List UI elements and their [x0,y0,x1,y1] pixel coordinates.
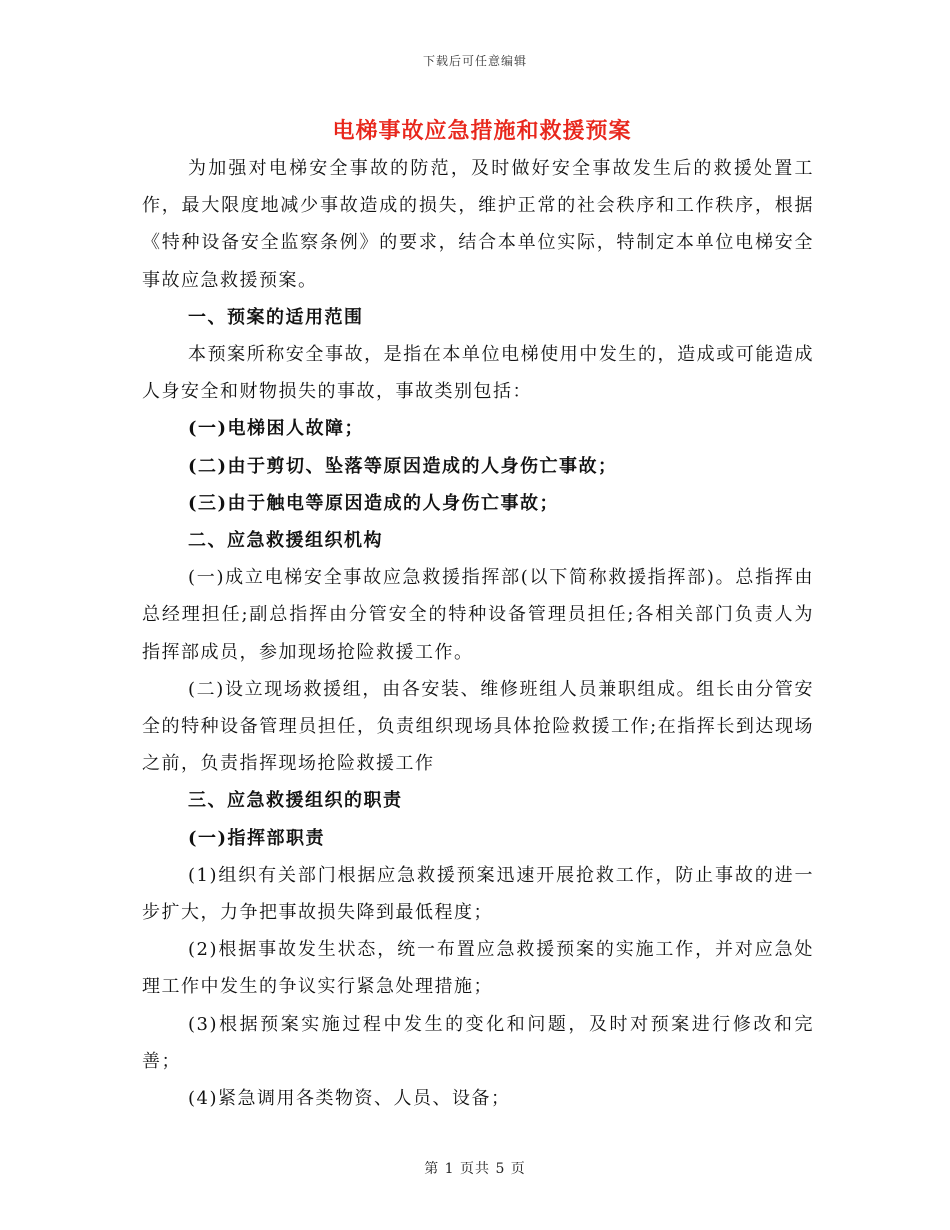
paragraph-rescue-team: (二)设立现场救援组，由各安装、维修班组人员兼职组成。组长由分管安全的特种设备管理员担任，负责组织现场具体抢险救援工作;在指挥长到达现场之前，负责指挥现场抢险救援工作 [142,678,814,775]
paragraph-intro: 为加强对电梯安全事故的防范，及时做好安全事故发生后的救援处置工作，最大限度地减少事故造成的损失，维护正常的社会秩序和工作秩序，根据《特种设备安全监察条例》的要求，结合本单位实际，特制定本单位电梯安全事故应急救援预案。 [142,158,814,291]
duty-item-2: (2)根据事故发生状态，统一布置应急救援预案的实施工作，并对应急处理工作中发生的争议实行紧急处理措施； [142,939,814,998]
section-heading-3: 三、应急救援组织的职责 [188,790,403,812]
list-item-1: (一)电梯困人故障； [188,418,365,440]
duty-item-1: (1)组织有关部门根据应急救援预案迅速开展抢救工作，防止事故的进一步扩大，力争把事故损失降到最低程度； [142,864,814,924]
paragraph-scope: 本预案所称安全事故，是指在本单位电梯使用中发生的，造成或可能造成人身安全和财物损失的事故，事故类别包括： [142,344,814,403]
header-note: 下载后可任意编辑 [422,54,527,68]
paragraph-command: (一)成立电梯安全事故应急救援指挥部(以下简称救援指挥部)。总指挥由总经理担任;副总指挥由分管安全的特种设备管理员担任;各相关部门负责人为指挥部成员，参加现场抢险救援工作。 [142,567,814,663]
subsection-heading: (一)指挥部职责 [188,827,326,849]
duty-item-4: (4)紧急调用各类物资、人员、设备； [188,1088,511,1110]
list-item-3: (三)由于触电等原因造成的人身伤亡事故； [188,492,560,514]
section-heading-2: 二、应急救援组织机构 [188,530,383,552]
document-body [142,150,814,1117]
duty-item-3: (3)根据预案实施过程中发生的变化和问题，及时对预案进行修改和完善； [142,1013,814,1072]
document-title: 电梯事故应急措施和救援预案 [332,118,632,144]
page-number: 第 1 页共 5 页 [424,1161,526,1177]
list-item-2: (二)由于剪切、坠落等原因造成的人身伤亡事故； [188,455,618,477]
section-heading-1: 一、预案的适用范围 [188,306,364,328]
